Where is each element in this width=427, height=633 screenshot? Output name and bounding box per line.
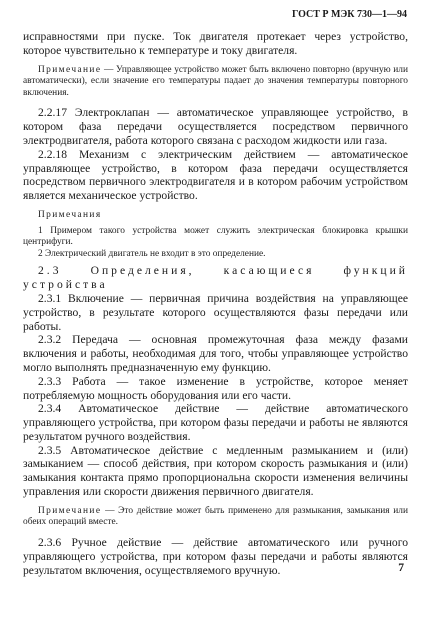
notes-label: Примечания (38, 209, 102, 220)
paragraph-2-3-2: 2.3.2 Передача — основная промежуточная фаза между фазами включения и работы, необходимая для того, чтобы управляющее устройство могло выполнять предназначенную ему функцию. (23, 333, 408, 374)
paragraph-2-2-17: 2.2.17 Электроклапан — автоматическое управляющее устройство, в котором фаза передачи осуществляется посредством первичного электродвигателя, работа которого связана с расходом жидкости или газа. (23, 106, 408, 147)
note-3 (23, 506, 408, 529)
paragraph-continuation: исправностями при пуске. Ток двигателя протекает через устройство, которое чувствительно к температуре и току двигателя. (23, 30, 408, 57)
note-item-2: 2 Электрический двигатель не входит в это определение. (38, 248, 266, 259)
note-3-text: — Это действие может быть применено для размыкания, замыкания или обеих операций вместе. (23, 505, 408, 528)
note-3-label: Примечание (38, 505, 102, 516)
section-heading-2-3: 2.3 Определения, касающиеся функций устройства (23, 264, 408, 292)
paragraph-2-2-18: 2.2.18 Механизм с электрическим действием — автоматическое управляющее устройство, в котором фаза передачи осуществляется посредством первичного электродвигателя и в котором рабочим устройством является механическое устройство. (23, 147, 408, 203)
note-item-1: 1 Примером такого устройства может служить электрическая блокировка крышки центрифуги. (23, 225, 408, 248)
paragraph-2-3-5: 2.3.5 Автоматическое действие с медленным размыканием и (или) замыканием — способ действия, при котором скорость размыкания и (или) замыкания контакта прямо пропорциональна скорости изменения величины управления или скорости движения первичного двигателя. (23, 443, 408, 499)
paragraph-2-3-4: 2.3.4 Автоматическое действие — действие автоматического управляющего устройства, при котором фазы передачи и работы не являются результатом ручного воздействия. (23, 402, 408, 443)
standard-header: ГОСТ Р МЭК 730—1—94 (292, 9, 407, 20)
note-1-label: Примечание (38, 64, 102, 75)
paragraph-2-3-3: 2.3.3 Работа — такое изменение в устройстве, которое меняет потребляемую мощность оборудования или его части. (23, 374, 408, 402)
note-1-text: — Управляющее устройство может быть включено повторно (вручную или автоматически), если значение его температуры падает до значения температуры повторного включения. (23, 64, 408, 98)
note-1 (23, 65, 408, 100)
paragraph-2-3-1: 2.3.1 Включение — первичная причина воздействия на управляющее устройство, в результате которого осуществляются фазы передачи или работы. (23, 291, 408, 333)
page-number: 7 (398, 561, 404, 574)
paragraph-2-3-6: 2.3.6 Ручное действие — действие автоматического или ручного управляющего устройства, при котором фазы передачи и работы являются результатом включения, осуществляемого вручную. (23, 536, 408, 577)
